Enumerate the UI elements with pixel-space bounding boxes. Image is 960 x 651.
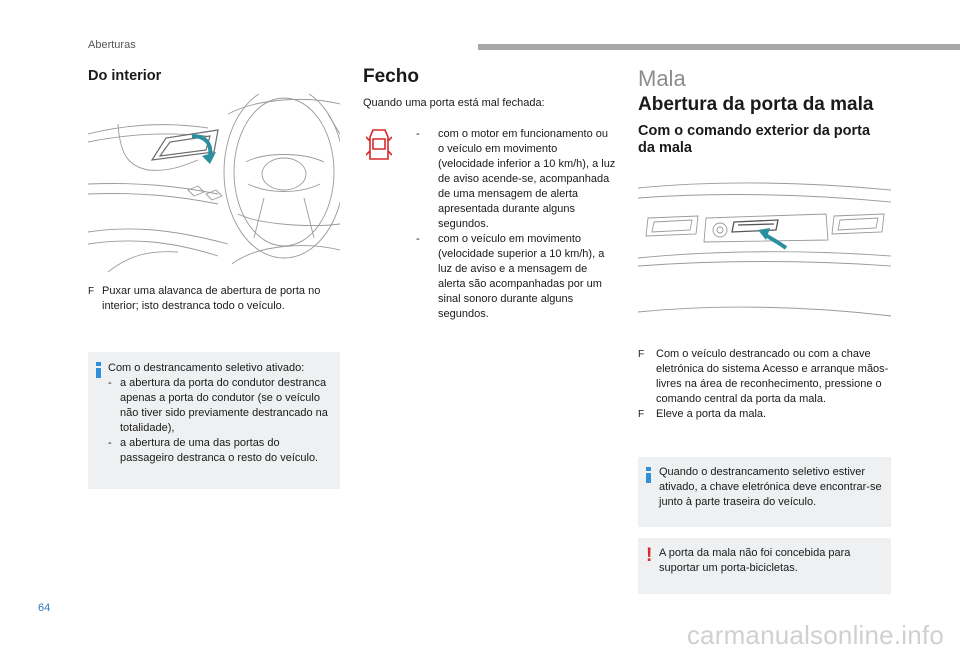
door-open-warning-icon — [366, 127, 392, 163]
dash: - — [416, 128, 420, 140]
bullet-symbol: F — [88, 286, 95, 297]
heading-do-interior: Do interior — [88, 68, 162, 84]
mala-bullets — [638, 347, 892, 422]
bullet-symbol: F — [638, 349, 645, 360]
warning-box-bike-rack — [638, 538, 891, 594]
fecho-intro: Quando uma porta está mal fechada: — [363, 97, 545, 109]
info-box-keyless — [638, 457, 891, 527]
info-intro: Com o destrancamento seletivo ativado: — [108, 362, 305, 374]
tailgate-exterior-control-illustration — [638, 170, 891, 340]
title-mala: Mala — [638, 66, 686, 91]
info-icon — [96, 362, 101, 378]
interior-door-handle-illustration — [88, 94, 340, 272]
info-icon — [646, 467, 651, 483]
heading-fecho: Fecho — [363, 66, 419, 87]
warning-text: A porta da mala não foi concebida para suportar um porta-bicicletas. — [659, 547, 851, 574]
dash: - — [416, 233, 420, 245]
watermark: carmanualsonline.info — [686, 620, 944, 650]
info-item: a abertura de uma das portas do passageiro destranca o resto do veículo. — [120, 437, 319, 464]
page-number: 64 — [38, 602, 51, 614]
warning-icon: ! — [646, 545, 653, 566]
bullet-text: Com o veículo destrancado ou com a chave eletrónica do sistema Acesso e arranque mãos-livres na área de reconhecimento, pressione o comando central da porta da mala. — [656, 348, 889, 405]
bullet-do-interior — [88, 284, 338, 314]
bullet-text: Puxar uma alavanca de abertura de porta no interior; isto destranca todo o veículo. — [102, 285, 321, 312]
section-label: Aberturas — [88, 39, 136, 51]
fecho-item: com o motor em funcionamento ou o veículo em movimento (velocidade inferior a 10 km/h), a luz de aviso acende-se, acompanhada de uma mensagem de alerta apresentada durante alguns segundos. — [438, 128, 616, 230]
subheading-comando-exterior: Com o comando exterior da porta da mala — [638, 123, 871, 156]
fecho-list — [416, 127, 616, 322]
bullet-symbol: F — [638, 409, 645, 420]
header-bar — [478, 44, 960, 50]
info-text: Quando o destrancamento seletivo estiver ativado, a chave eletrónica deve encontrar-se junto à parte traseira do veículo. — [659, 466, 882, 508]
heading-abertura-mala: Abertura da porta da mala — [638, 94, 874, 115]
dash: - — [108, 437, 112, 449]
info-item: a abertura da porta do condutor destranca apenas a porta do condutor (se o veículo não tiver sido previamente destrancado na totalidade), — [120, 377, 328, 434]
dash: - — [108, 377, 112, 389]
fecho-item: com o veículo em movimento (velocidade superior a 10 km/h), a luz de aviso e a mensagem de alerta são acompanhadas por um sinal sonoro durante alguns segundos. — [438, 233, 605, 320]
info-box-selective-unlock — [88, 352, 340, 489]
bullet-text: Eleve a porta da mala. — [656, 408, 767, 420]
